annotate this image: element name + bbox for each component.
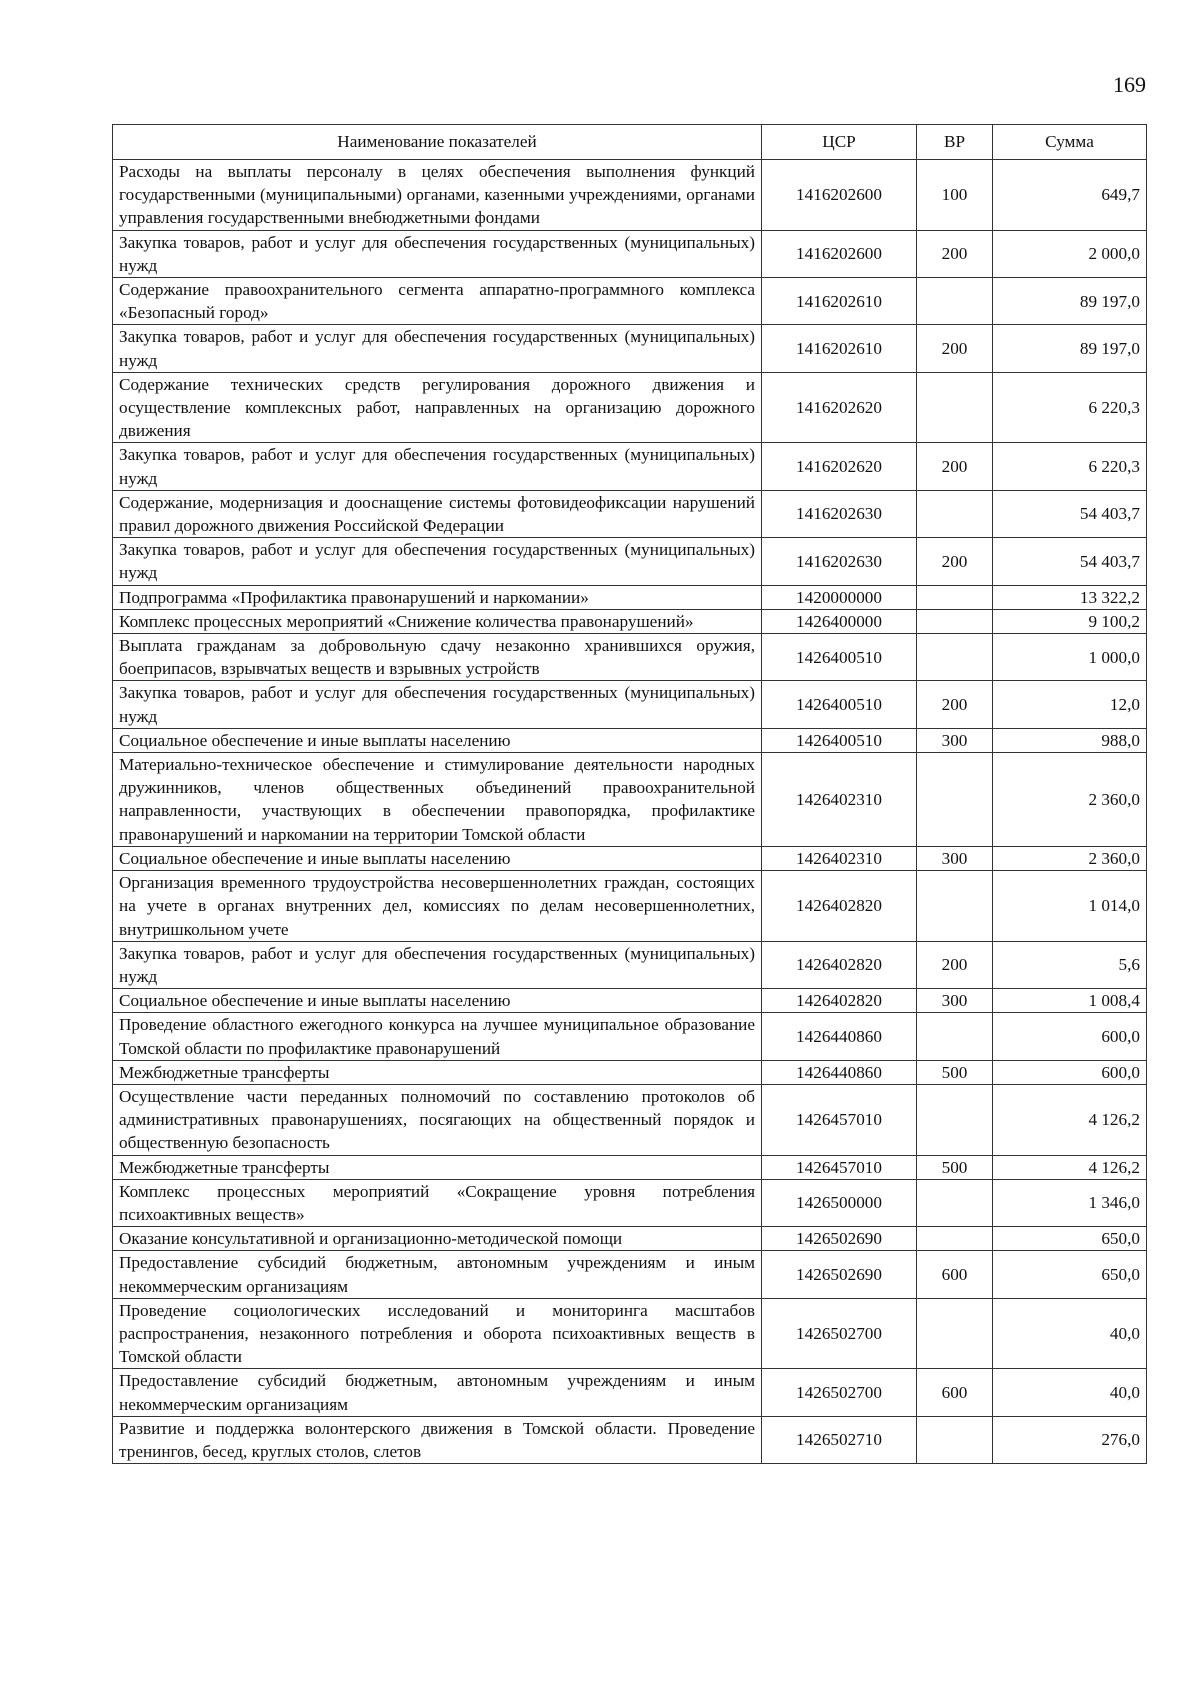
row-code-cell: 1416202620 — [762, 372, 917, 443]
row-code-cell: 1426440860 — [762, 1013, 917, 1060]
row-sum-cell: 600,0 — [993, 1013, 1147, 1060]
row-name-cell: Комплекс процессных мероприятий «Сокращение уровня потребления психоактивных веществ» — [113, 1179, 762, 1226]
row-vr-cell — [917, 1416, 993, 1463]
row-vr-cell: 200 — [917, 230, 993, 277]
row-name-cell: Комплекс процессных мероприятий «Снижение количества правонарушений» — [113, 609, 762, 633]
header-code: ЦСР — [762, 125, 917, 160]
table-row — [113, 1179, 1147, 1226]
row-code-cell: 1416202600 — [762, 160, 917, 231]
row-sum-cell: 1 346,0 — [993, 1179, 1147, 1226]
row-vr-cell — [917, 1084, 993, 1155]
row-vr-cell: 600 — [917, 1369, 993, 1416]
row-sum-cell: 2 360,0 — [993, 753, 1147, 847]
row-sum-cell: 649,7 — [993, 160, 1147, 231]
table-row — [113, 1084, 1147, 1155]
row-name-cell: Закупка товаров, работ и услуг для обеспечения государственных (муниципальных) нужд — [113, 325, 762, 372]
row-vr-cell: 200 — [917, 538, 993, 585]
row-sum-cell: 600,0 — [993, 1060, 1147, 1084]
row-sum-cell: 12,0 — [993, 681, 1147, 728]
row-vr-cell — [917, 1179, 993, 1226]
row-sum-cell: 1 008,4 — [993, 989, 1147, 1013]
table-row — [113, 989, 1147, 1013]
row-code-cell: 1426402820 — [762, 941, 917, 988]
table-row — [113, 871, 1147, 942]
budget-table — [112, 124, 1147, 1464]
row-code-cell: 1416202630 — [762, 538, 917, 585]
row-name-cell: Закупка товаров, работ и услуг для обеспечения государственных (муниципальных) нужд — [113, 941, 762, 988]
row-name-cell: Развитие и поддержка волонтерского движения в Томской области. Проведение тренингов, бесед, круглых столов, слетов — [113, 1416, 762, 1463]
header-vr: ВР — [917, 125, 993, 160]
table-row — [113, 609, 1147, 633]
table-row — [113, 1013, 1147, 1060]
row-code-cell: 1426400510 — [762, 634, 917, 681]
row-vr-cell — [917, 753, 993, 847]
row-name-cell: Выплата гражданам за добровольную сдачу незаконно хранившихся оружия, боеприпасов, взрывчатых веществ и взрывных устройств — [113, 634, 762, 681]
table-row — [113, 1416, 1147, 1463]
table-row — [113, 585, 1147, 609]
row-vr-cell: 200 — [917, 941, 993, 988]
row-code-cell: 1426402820 — [762, 871, 917, 942]
row-code-cell: 1426402310 — [762, 846, 917, 870]
row-vr-cell: 200 — [917, 443, 993, 490]
row-code-cell: 1426440860 — [762, 1060, 917, 1084]
row-name-cell: Закупка товаров, работ и услуг для обеспечения государственных (муниципальных) нужд — [113, 681, 762, 728]
table-row — [113, 372, 1147, 443]
row-sum-cell: 1 014,0 — [993, 871, 1147, 942]
table-row — [113, 1060, 1147, 1084]
row-vr-cell: 100 — [917, 160, 993, 231]
row-sum-cell: 6 220,3 — [993, 372, 1147, 443]
row-name-cell: Оказание консультативной и организационно-методической помощи — [113, 1227, 762, 1251]
row-sum-cell: 4 126,2 — [993, 1084, 1147, 1155]
row-name-cell: Социальное обеспечение и иные выплаты населению — [113, 846, 762, 870]
row-vr-cell — [917, 490, 993, 537]
row-code-cell: 1416202600 — [762, 230, 917, 277]
table-header-row — [113, 125, 1147, 160]
row-code-cell: 1426400510 — [762, 681, 917, 728]
row-name-cell: Социальное обеспечение и иные выплаты населению — [113, 989, 762, 1013]
row-vr-cell — [917, 609, 993, 633]
header-sum: Сумма — [993, 125, 1147, 160]
row-sum-cell: 988,0 — [993, 728, 1147, 752]
row-sum-cell: 1 000,0 — [993, 634, 1147, 681]
row-code-cell: 1416202610 — [762, 278, 917, 325]
row-sum-cell: 2 000,0 — [993, 230, 1147, 277]
row-sum-cell: 2 360,0 — [993, 846, 1147, 870]
table-row — [113, 538, 1147, 585]
table-row — [113, 490, 1147, 537]
table-row — [113, 634, 1147, 681]
row-sum-cell: 54 403,7 — [993, 538, 1147, 585]
row-sum-cell: 9 100,2 — [993, 609, 1147, 633]
row-name-cell: Предоставление субсидий бюджетным, автономным учреждениям и иным некоммерческим организациям — [113, 1251, 762, 1298]
row-name-cell: Содержание технических средств регулирования дорожного движения и осуществление комплексных работ, направленных на организацию дорожного движения — [113, 372, 762, 443]
row-name-cell: Расходы на выплаты персоналу в целях обеспечения выполнения функций государственными (муниципальными) органами, казенными учреждениями, органами управления государственными внебюджетными фондами — [113, 160, 762, 231]
table-row — [113, 1251, 1147, 1298]
row-vr-cell: 300 — [917, 728, 993, 752]
row-name-cell: Социальное обеспечение и иные выплаты населению — [113, 728, 762, 752]
row-sum-cell: 4 126,2 — [993, 1155, 1147, 1179]
row-sum-cell: 40,0 — [993, 1298, 1147, 1369]
row-code-cell: 1426400510 — [762, 728, 917, 752]
row-name-cell: Межбюджетные трансферты — [113, 1060, 762, 1084]
row-name-cell: Закупка товаров, работ и услуг для обеспечения государственных (муниципальных) нужд — [113, 443, 762, 490]
row-name-cell: Содержание, модернизация и дооснащение системы фотовидеофиксации нарушений правил дорожного движения Российской Федерации — [113, 490, 762, 537]
row-sum-cell: 54 403,7 — [993, 490, 1147, 537]
row-name-cell: Организация временного трудоустройства несовершеннолетних граждан, состоящих на учете в органах внутренних дел, комиссиях по делам несовершеннолетних, внутришкольном учете — [113, 871, 762, 942]
row-vr-cell — [917, 1298, 993, 1369]
table-row — [113, 230, 1147, 277]
row-sum-cell: 650,0 — [993, 1251, 1147, 1298]
row-code-cell: 1426502700 — [762, 1298, 917, 1369]
row-code-cell: 1416202630 — [762, 490, 917, 537]
row-sum-cell: 40,0 — [993, 1369, 1147, 1416]
table-row — [113, 941, 1147, 988]
row-name-cell: Закупка товаров, работ и услуг для обеспечения государственных (муниципальных) нужд — [113, 230, 762, 277]
row-vr-cell — [917, 585, 993, 609]
row-sum-cell: 89 197,0 — [993, 325, 1147, 372]
row-code-cell: 1426400000 — [762, 609, 917, 633]
row-name-cell: Проведение социологических исследований и мониторинга масштабов распространения, незаконного потребления и оборота психоактивных веществ в Томской области — [113, 1298, 762, 1369]
table-row — [113, 728, 1147, 752]
table-row — [113, 278, 1147, 325]
table-row — [113, 1298, 1147, 1369]
table-row — [113, 846, 1147, 870]
row-code-cell: 1426402820 — [762, 989, 917, 1013]
row-sum-cell: 650,0 — [993, 1227, 1147, 1251]
row-name-cell: Содержание правоохранительного сегмента аппаратно-программного комплекса «Безопасный город» — [113, 278, 762, 325]
table-row — [113, 1227, 1147, 1251]
row-vr-cell — [917, 372, 993, 443]
row-code-cell: 1426502710 — [762, 1416, 917, 1463]
row-vr-cell — [917, 634, 993, 681]
row-code-cell: 1426502700 — [762, 1369, 917, 1416]
row-name-cell: Осуществление части переданных полномочий по составлению протоколов об административных правонарушениях, посягающих на общественный порядок и общественную безопасность — [113, 1084, 762, 1155]
table-row — [113, 1369, 1147, 1416]
row-name-cell: Материально-техническое обеспечение и стимулирование деятельности народных дружинников, членов общественных объединений правоохранительной направленности, участвующих в обеспечении правопорядка, профилактике правонарушений и наркомании на территории Томской области — [113, 753, 762, 847]
page-number: 169 — [1113, 72, 1146, 97]
row-name-cell: Закупка товаров, работ и услуг для обеспечения государственных (муниципальных) нужд — [113, 538, 762, 585]
row-code-cell: 1420000000 — [762, 585, 917, 609]
row-vr-cell: 500 — [917, 1060, 993, 1084]
row-name-cell: Предоставление субсидий бюджетным, автономным учреждениям и иным некоммерческим организациям — [113, 1369, 762, 1416]
row-code-cell: 1426402310 — [762, 753, 917, 847]
row-vr-cell: 200 — [917, 681, 993, 728]
row-vr-cell: 300 — [917, 989, 993, 1013]
row-vr-cell — [917, 1013, 993, 1060]
row-sum-cell: 6 220,3 — [993, 443, 1147, 490]
row-vr-cell — [917, 278, 993, 325]
row-code-cell: 1426502690 — [762, 1227, 917, 1251]
row-name-cell: Межбюджетные трансферты — [113, 1155, 762, 1179]
row-sum-cell: 89 197,0 — [993, 278, 1147, 325]
row-vr-cell: 300 — [917, 846, 993, 870]
table-body — [113, 160, 1147, 1464]
row-code-cell: 1426457010 — [762, 1084, 917, 1155]
row-code-cell: 1416202610 — [762, 325, 917, 372]
row-sum-cell: 276,0 — [993, 1416, 1147, 1463]
row-name-cell: Проведение областного ежегодного конкурса на лучшее муниципальное образование Томской области по профилактике правонарушений — [113, 1013, 762, 1060]
row-vr-cell: 200 — [917, 325, 993, 372]
row-vr-cell — [917, 1227, 993, 1251]
row-code-cell: 1426502690 — [762, 1251, 917, 1298]
header-name: Наименование показателей — [113, 125, 762, 160]
table-row — [113, 325, 1147, 372]
table-row — [113, 443, 1147, 490]
row-vr-cell: 500 — [917, 1155, 993, 1179]
row-sum-cell: 5,6 — [993, 941, 1147, 988]
row-sum-cell: 13 322,2 — [993, 585, 1147, 609]
row-code-cell: 1426457010 — [762, 1155, 917, 1179]
row-vr-cell — [917, 871, 993, 942]
table-row — [113, 1155, 1147, 1179]
row-name-cell: Подпрограмма «Профилактика правонарушений и наркомании» — [113, 585, 762, 609]
row-code-cell: 1426500000 — [762, 1179, 917, 1226]
table-row — [113, 160, 1147, 231]
row-code-cell: 1416202620 — [762, 443, 917, 490]
table-row — [113, 681, 1147, 728]
row-vr-cell: 600 — [917, 1251, 993, 1298]
table-row — [113, 753, 1147, 847]
